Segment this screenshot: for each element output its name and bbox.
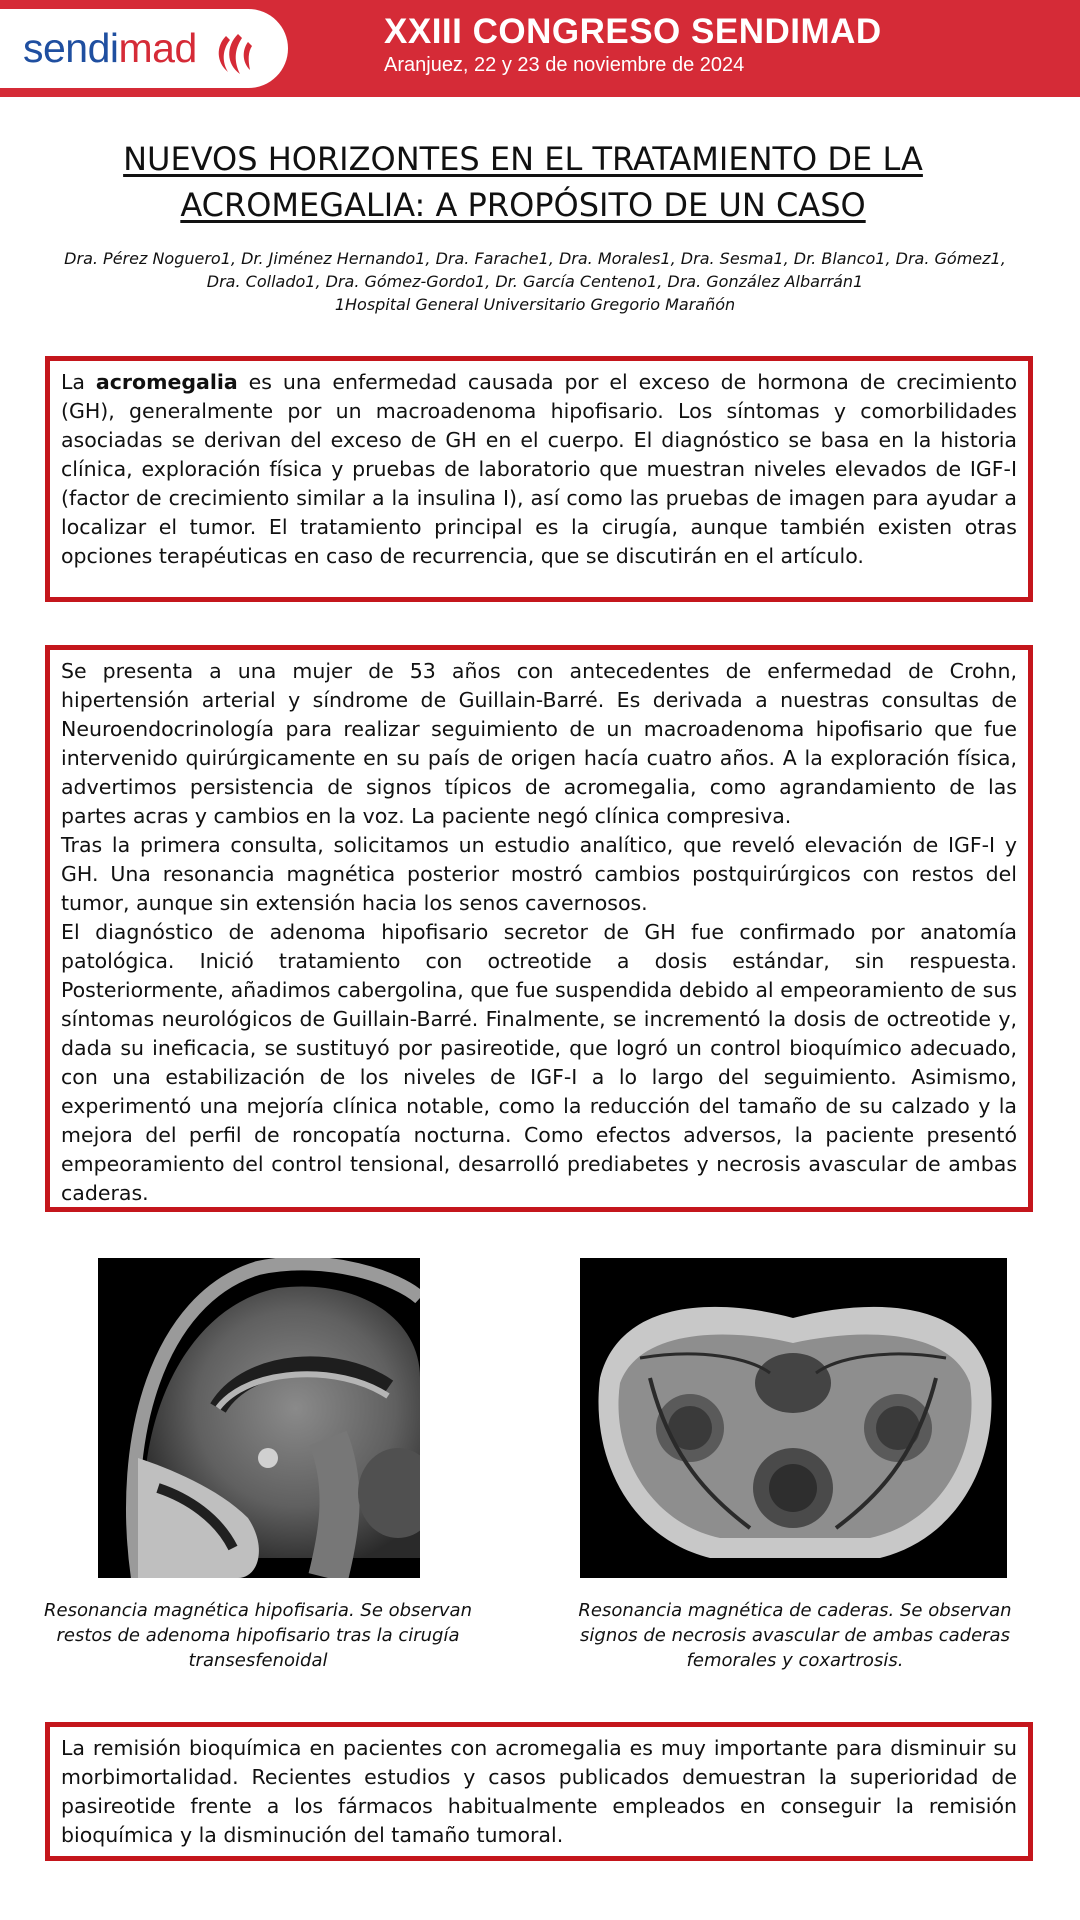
header-banner — [0, 0, 1080, 97]
poster-title-line2: ACROMEGALIA: A PROPÓSITO DE UN CASO — [180, 186, 866, 224]
figure-caption-pituitary: Resonancia magnética hipofisaria. Se observan restos de adenoma hipofisario tras la cirugía transesfenoidal — [43, 1600, 472, 1671]
congress-subtitle: Aranjuez, 22 y 23 de noviembre de 2024 — [384, 54, 745, 76]
logo-text-mad: mad — [118, 25, 197, 71]
logo-flame-icon — [212, 32, 256, 76]
logo-wordmark — [23, 25, 197, 72]
intro-lead: La — [61, 370, 96, 394]
intro-keyword: acromegalia — [95, 370, 238, 394]
conclusion-text: La remisión bioquímica en pacientes con acromegalia es muy importante para disminuir su morbimortalidad. Recientes estudios y casos publicados demuestran la superioridad de pasireotide frente a los fármacos habitualmente empleados en conseguir la remisión bioquímica y la disminución del tamaño tumoral. — [61, 1736, 1017, 1847]
mri-pituitary-graphic — [98, 1258, 420, 1578]
mri-hips-graphic — [580, 1258, 1007, 1578]
conclusion-box — [45, 1722, 1033, 1861]
case-paragraph: Tras la primera consulta, solicitamos un estudio analítico, que reveló elevación de IGF-I y GH. Una resonancia magnética posterior mostró cambios postquirúrgicos con restos del tumor, aunque sin extensión hacia los senos cavernosos. — [61, 833, 1017, 915]
case-paragraph: Se presenta a una mujer de 53 años con antecedentes de enfermedad de Crohn, hipertensión arterial y síndrome de Guillain-Barré. Es derivada a nuestras consultas de Neuroendocrinología para realizar seguimiento de un macroadenoma hipofisario que fue intervenido quirúrgicamente en su país de origen hacía cuatro años. A la exploración física, advertimos persistencia de signos típicos de acromegalia, como agrandamiento de las partes acras y cambios en la voz. La paciente negó clínica compresiva. — [61, 659, 1017, 828]
introduction-box — [45, 356, 1033, 602]
mri-hips-image — [580, 1258, 1007, 1578]
mri-pituitary-image — [98, 1258, 420, 1578]
introduction-text — [61, 368, 1017, 571]
figure-caption-hips: Resonancia magnética de caderas. Se observan signos de necrosis avascular de ambas caderas femorales y coxartrosis. — [578, 1600, 1012, 1671]
case-paragraph: El diagnóstico de adenoma hipofisario secretor de GH fue confirmado por anatomía patológica. Inició tratamiento con octreotide a dosis estándar, sin respuesta. Posteriormente, añadimos cabergolina, que fue suspendida debido al empeoramiento de sus síntomas neurológicos de Guillain-Barré. Finalmente, se incrementó la dosis de octreotide y, dada su ineficacia, se sustituyó por pasireotide, que logró un control bioquímico adecuado, con una estabilización de los niveles de IGF-I a lo largo del seguimiento. Asimismo, experimentó una mejoría clínica notable, como la reducción del tamaño de su calzado y la mejora del perfil de roncopatía nocturna. Como efectos adversos, la paciente presentó empeoramiento del control tensional, desarrolló prediabetes y necrosis avascular de ambas caderas. — [61, 920, 1017, 1205]
congress-title: XXIII CONGRESO SENDIMAD — [384, 12, 882, 51]
sendimad-logo — [0, 9, 288, 88]
intro-body: es una enfermedad causada por el exceso de hormona de crecimiento (GH), generalmente por un macroadenoma hipofisario. Los síntomas y comorbilidades asociadas se derivan del exceso de GH en el cuerpo. El diagnóstico se basa en la historia clínica, exploración física y pruebas de laboratorio que muestran niveles elevados de IGF-I (factor de crecimiento similar a la insulina I), así como las pruebas de imagen para ayudar a localizar el tumor. El tratamiento principal es la cirugía, aunque también existen otras opciones terapéuticas en caso de recurrencia, que se discutirán en el artículo. — [61, 370, 1018, 568]
case-box — [45, 645, 1033, 1212]
logo-text-sendi: sendi — [23, 25, 119, 71]
poster-title — [60, 136, 986, 228]
poster-title-line1: NUEVOS HORIZONTES EN EL TRATAMIENTO DE LA — [123, 140, 923, 178]
affiliation: 1Hospital General Universitario Gregorio Marañón — [334, 295, 736, 314]
authors-list: Dra. Pérez Noguero1, Dr. Jiménez Hernando1, Dra. Farache1, Dra. Morales1, Dra. Sesma1, Dr. Blanco1, Dra. Gómez1, Dra. Collado1, Dra. Gómez-Gordo1, Dr. García Centeno1, Dra. González Albarrán1 — [64, 249, 1006, 291]
